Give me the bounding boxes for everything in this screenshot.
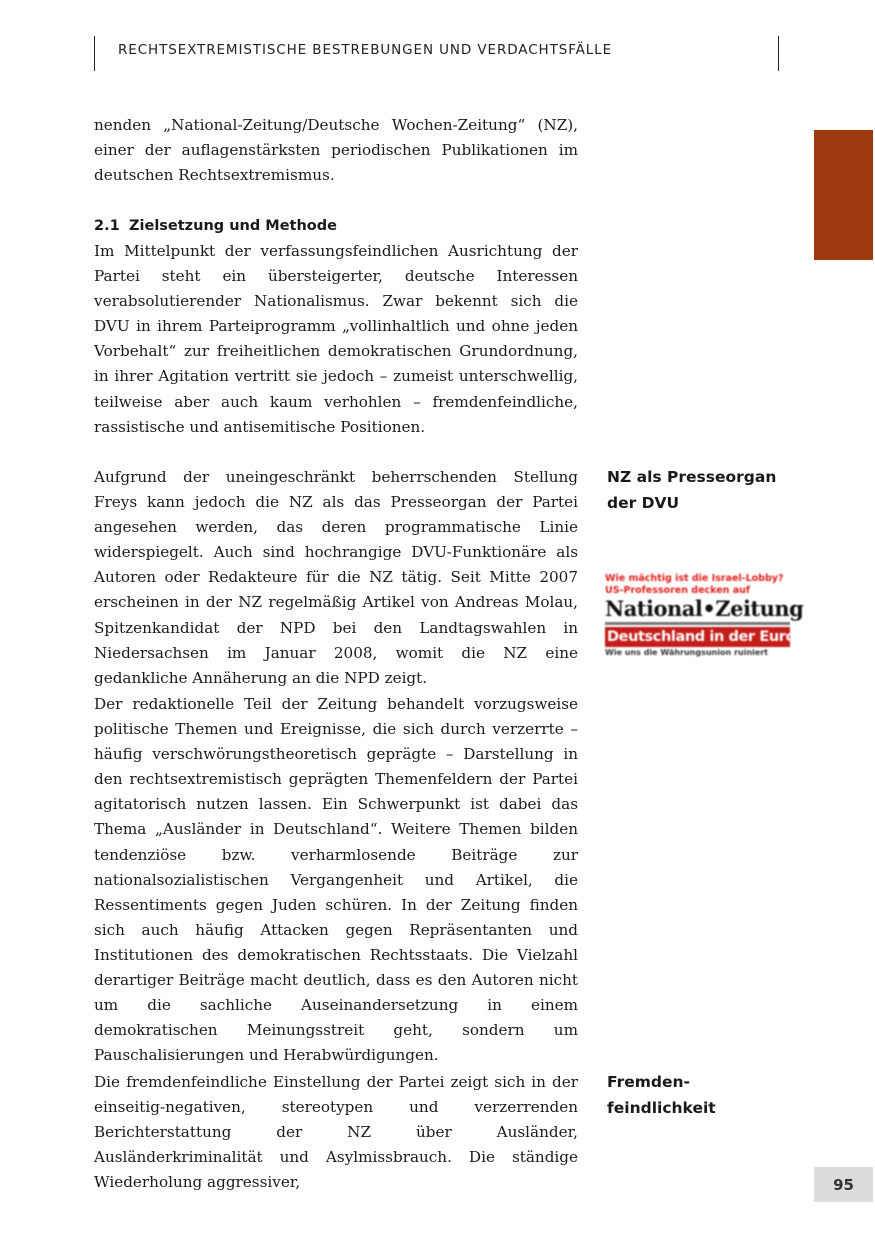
- newspaper-rule: [605, 622, 790, 625]
- section-title: Zielsetzung und Methode: [129, 218, 337, 234]
- body-paragraph-2: Aufgrund der uneingeschränkt beherrschenden Stellung Freys kann jedoch die NZ als das Presseorgan der Partei angesehen werden, das deren programmatische Linie widerspiegelt. Auch sind hochrangige DVU-Funktionäre als Autoren oder Redakteure für die NZ tätig. Seit Mitte 2007 erscheinen in der NZ regelmäßig Artikel von Andreas Molau, Spitzenkandidat der NPD bei den Landtagswahlen in Niedersachsen im Januar 2008, womit die NZ eine gedankliche Annäherung an die NPD zeigt.: [94, 468, 578, 687]
- body-paragraph-1: Im Mittelpunkt der verfassungsfeindlichen Ausrichtung der Partei steht ein übersteigerter, deutsche Interessen verabsolutierender Nationalismus. Zwar bekennt sich die DVU in ihrem Parteiprogramm „vollinhaltlich und ohne jeden Vorbehalt“ zur freiheitlichen demokratischen Grundordnung, in ihrer Agitation vertritt sie jedoch – zumeist unterschwellig, teilweise aber auch kaum verhohlen – fremdenfeindliche, rassistische und antisemitische Positionen.: [94, 242, 578, 436]
- margin-note-presseorgan: [607, 464, 797, 516]
- national-zeitung-clipping-image: [605, 573, 838, 659]
- body-paragraph-0: nenden „National-Zeitung/Deutsche Wochen-Zeitung“ (NZ), einer der auflagenstärksten periodischen Publikationen im deutschen Rechtsextremismus.: [94, 116, 578, 185]
- margin-note-line: feindlichkeit: [607, 1099, 716, 1117]
- body-paragraph-3: Der redaktionelle Teil der Zeitung behandelt vorzugsweise politische Themen und Ereignisse, die sich durch verzerrte – häufig verschwörungstheoretisch geprägte – Darstellung in den rechtsextremistisch geprägten Themenfeldern der Partei agitatorisch nutzen lassen. Ein Schwerpunkt ist dabei das Thema „Ausländer in Deutschland“. Weitere Themen bilden tendenziöse bzw. verharmlosende Beiträge zur nationalsozialistischen Vergangenheit und Artikel, die Ressentiments gegen Juden schüren. In der Zeitung finden sich auch häufig Attacken gegen Repräsentanten und Institutionen des demokratischen Rechtsstaats. Die Vielzahl derartiger Beiträge macht deutlich, dass es den Autoren nicht um die sachliche Auseinandersetzung in einem demokratischen Meinungsstreit geht, sondern um Pauschalisierungen und Herabwürdigungen.: [94, 695, 578, 1065]
- section-heading: [94, 215, 578, 237]
- header-rule-left: [94, 36, 95, 71]
- running-header: RECHTSEXTREMISTISCHE BESTREBUNGEN UND VERDACHTSFÄLLE: [118, 42, 613, 58]
- margin-note-line: NZ als Presseorgan: [607, 468, 777, 486]
- margin-note-line: Fremden-: [607, 1073, 690, 1091]
- header-rule-right: [778, 36, 779, 71]
- section-number: 2.1: [94, 218, 120, 234]
- newspaper-subline: Wie uns die Währungsunion ruiniert: [605, 648, 768, 657]
- chapter-thumb-tab: [814, 130, 873, 260]
- newspaper-masthead: National•Zeitung: [605, 596, 804, 621]
- margin-note-fremdenfeindlichkeit: [607, 1069, 797, 1121]
- margin-note-line: der DVU: [607, 494, 680, 512]
- newspaper-teaser-2: US-Professoren decken auf: [605, 585, 751, 596]
- newspaper-headline: Deutschland in der Euro-Falle: [607, 629, 838, 645]
- newspaper-teaser-1: Wie mächtig ist die Israel-Lobby?: [605, 573, 784, 584]
- page-number: 95: [814, 1167, 873, 1202]
- body-paragraph-4: Die fremdenfeindliche Einstellung der Partei zeigt sich in der einseitig-negativen, stereotypen und verzerrenden Berichterstattung der NZ über Ausländer, Ausländerkriminalität und Asylmissbrauch. Die ständige Wiederholung aggressiver,: [94, 1073, 578, 1192]
